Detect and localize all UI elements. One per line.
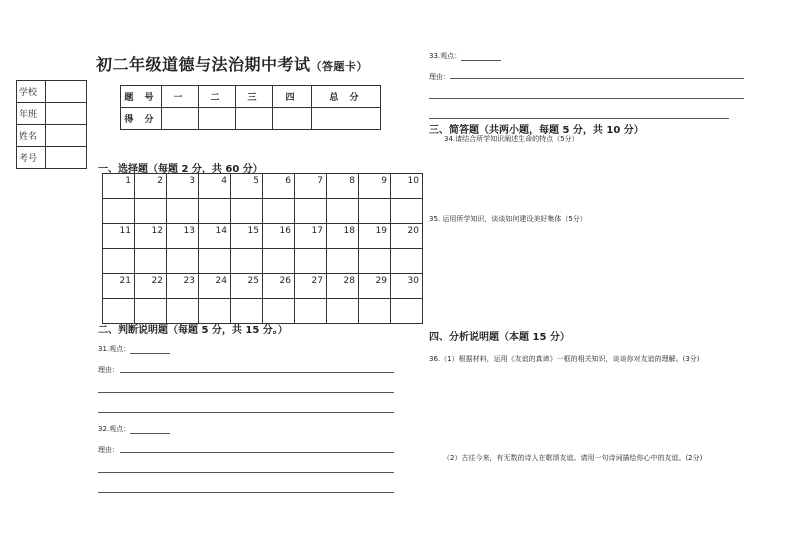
choice-number: 21 bbox=[103, 274, 135, 299]
q31-viewpoint-blank[interactable] bbox=[130, 345, 170, 354]
choice-answer-cell[interactable] bbox=[263, 299, 295, 324]
choice-number: 9 bbox=[359, 174, 391, 199]
choice-number: 8 bbox=[327, 174, 359, 199]
choice-answer-cell[interactable] bbox=[327, 249, 359, 274]
choice-number: 11 bbox=[103, 224, 135, 249]
q33-viewpoint-label: 33.观点： bbox=[429, 52, 462, 60]
q32-reason-label: 理由： bbox=[98, 446, 119, 454]
q34-prompt: 34.请结合所学知识阐述生命的特点（5分） bbox=[444, 135, 579, 143]
score-header-4: 四 bbox=[273, 86, 312, 108]
section1-title: 一、选择题（每题 2 分，共 60 分） bbox=[98, 164, 263, 175]
score-cell-total[interactable] bbox=[312, 108, 381, 130]
choice-answer-cell[interactable] bbox=[327, 299, 359, 324]
q33-reason-label: 理由： bbox=[429, 73, 450, 81]
score-row-label: 得 分 bbox=[121, 108, 162, 130]
choice-number: 20 bbox=[391, 224, 423, 249]
info-field-id[interactable] bbox=[46, 147, 87, 169]
exam-title-main: 初二年级道德与法治期中考试 bbox=[96, 55, 311, 74]
choice-answer-row-2 bbox=[103, 249, 423, 274]
choice-number: 6 bbox=[263, 174, 295, 199]
choice-answer-cell[interactable] bbox=[199, 249, 231, 274]
score-header-label: 题 号 bbox=[121, 86, 162, 108]
score-header-total: 总 分 bbox=[312, 86, 381, 108]
info-label-school: 学校 bbox=[17, 81, 46, 103]
choice-number: 13 bbox=[167, 224, 199, 249]
choice-answer-row-1 bbox=[103, 199, 423, 224]
q31-reason-label: 理由： bbox=[98, 366, 119, 374]
q32-answer-line[interactable] bbox=[98, 472, 394, 473]
choice-number: 18 bbox=[327, 224, 359, 249]
choice-answer-cell[interactable] bbox=[359, 249, 391, 274]
choice-number: 27 bbox=[295, 274, 327, 299]
section3-title: 三、简答题（共两小题，每题 5 分，共 10 分） bbox=[429, 125, 644, 136]
choice-answer-cell[interactable] bbox=[391, 249, 423, 274]
choice-number: 26 bbox=[263, 274, 295, 299]
choice-number: 10 bbox=[391, 174, 423, 199]
score-cell-1[interactable] bbox=[162, 108, 199, 130]
choice-answer-cell[interactable] bbox=[231, 249, 263, 274]
q31-answer-line[interactable] bbox=[98, 412, 394, 413]
choice-answer-cell[interactable] bbox=[263, 249, 295, 274]
choice-answer-cell[interactable] bbox=[199, 299, 231, 324]
choice-answer-cell[interactable] bbox=[167, 249, 199, 274]
choice-number: 2 bbox=[135, 174, 167, 199]
choice-number: 12 bbox=[135, 224, 167, 249]
q32-answer-line[interactable] bbox=[120, 452, 394, 453]
choice-number-row-3 bbox=[103, 274, 423, 299]
choice-number-row-2 bbox=[103, 224, 423, 249]
q33-answer-line[interactable] bbox=[429, 118, 729, 119]
score-table bbox=[120, 85, 381, 130]
choice-number: 7 bbox=[295, 174, 327, 199]
choice-answer-cell[interactable] bbox=[359, 299, 391, 324]
choice-number: 15 bbox=[231, 224, 263, 249]
choice-answer-cell[interactable] bbox=[391, 199, 423, 224]
choice-answer-cell[interactable] bbox=[231, 199, 263, 224]
q32-viewpoint-blank[interactable] bbox=[130, 425, 170, 434]
choice-number: 24 bbox=[199, 274, 231, 299]
score-cell-4[interactable] bbox=[273, 108, 312, 130]
q32-viewpoint bbox=[98, 424, 170, 434]
q33-viewpoint-blank[interactable] bbox=[461, 52, 501, 61]
choice-number: 19 bbox=[359, 224, 391, 249]
choice-number: 5 bbox=[231, 174, 263, 199]
choice-answer-cell[interactable] bbox=[167, 199, 199, 224]
q33-answer-line[interactable] bbox=[450, 78, 744, 79]
q35-prompt: 35. 运用所学知识，谈谈如何建设美好集体（5分） bbox=[429, 215, 587, 223]
choice-answer-cell[interactable] bbox=[199, 199, 231, 224]
score-cell-3[interactable] bbox=[236, 108, 273, 130]
q31-answer-line[interactable] bbox=[120, 372, 394, 373]
q31-answer-line[interactable] bbox=[98, 392, 394, 393]
choice-answer-cell[interactable] bbox=[295, 199, 327, 224]
choice-answer-cell[interactable] bbox=[103, 299, 135, 324]
q31-viewpoint bbox=[98, 344, 170, 354]
q31-viewpoint-label: 31.观点： bbox=[98, 345, 131, 353]
choice-number: 14 bbox=[199, 224, 231, 249]
info-field-school[interactable] bbox=[46, 81, 87, 103]
choice-number: 1 bbox=[103, 174, 135, 199]
q32-viewpoint-label: 32.观点： bbox=[98, 425, 131, 433]
info-label-class: 年班 bbox=[17, 103, 46, 125]
choice-answer-cell[interactable] bbox=[135, 299, 167, 324]
student-info-table bbox=[16, 80, 87, 169]
choice-number: 28 bbox=[327, 274, 359, 299]
choice-number: 30 bbox=[391, 274, 423, 299]
choice-answer-cell[interactable] bbox=[135, 199, 167, 224]
choice-answer-cell[interactable] bbox=[103, 249, 135, 274]
choice-answer-cell[interactable] bbox=[295, 299, 327, 324]
score-cell-2[interactable] bbox=[199, 108, 236, 130]
choice-number: 4 bbox=[199, 174, 231, 199]
choice-answer-cell[interactable] bbox=[263, 199, 295, 224]
score-header-1: 一 bbox=[162, 86, 199, 108]
info-label-name: 姓名 bbox=[17, 125, 46, 147]
q33-answer-line[interactable] bbox=[429, 98, 744, 99]
q32-answer-line[interactable] bbox=[98, 492, 394, 493]
choice-answer-cell[interactable] bbox=[167, 299, 199, 324]
score-header-2: 二 bbox=[199, 86, 236, 108]
choice-number: 23 bbox=[167, 274, 199, 299]
choice-answer-row-3 bbox=[103, 299, 423, 324]
choice-answer-cell[interactable] bbox=[391, 299, 423, 324]
choice-number: 16 bbox=[263, 224, 295, 249]
choice-number: 3 bbox=[167, 174, 199, 199]
q36-part2-prompt: （2）古往今来，有无数的诗人在歌颂友谊。请用一句诗词描绘你心中的友谊。(2分) bbox=[443, 454, 703, 462]
section4-title: 四、分析说明题（本题 15 分） bbox=[429, 332, 570, 343]
info-field-class[interactable] bbox=[46, 103, 87, 125]
score-header-3: 三 bbox=[236, 86, 273, 108]
choice-number: 25 bbox=[231, 274, 263, 299]
choice-answer-cell[interactable] bbox=[359, 199, 391, 224]
choice-answer-cell[interactable] bbox=[231, 299, 263, 324]
choice-number-row-1 bbox=[103, 174, 423, 199]
choice-answer-cell[interactable] bbox=[103, 199, 135, 224]
info-label-id: 考号 bbox=[17, 147, 46, 169]
choice-number: 22 bbox=[135, 274, 167, 299]
exam-title-subtitle: （答题卡） bbox=[310, 60, 369, 73]
choice-answer-grid bbox=[102, 173, 423, 324]
exam-title bbox=[96, 52, 368, 75]
info-field-name[interactable] bbox=[46, 125, 87, 147]
choice-answer-cell[interactable] bbox=[327, 199, 359, 224]
choice-answer-cell[interactable] bbox=[295, 249, 327, 274]
choice-answer-cell[interactable] bbox=[135, 249, 167, 274]
choice-number: 29 bbox=[359, 274, 391, 299]
choice-number: 17 bbox=[295, 224, 327, 249]
section2-title: 二、判断说明题（每题 5 分，共 15 分。） bbox=[98, 325, 288, 336]
q33-viewpoint bbox=[429, 51, 501, 61]
q36-part1-prompt: 36.（1）根据材料，运用《友谊的真谛》一框的相关知识，谈谈你对友谊的理解。(3分) bbox=[429, 355, 700, 363]
